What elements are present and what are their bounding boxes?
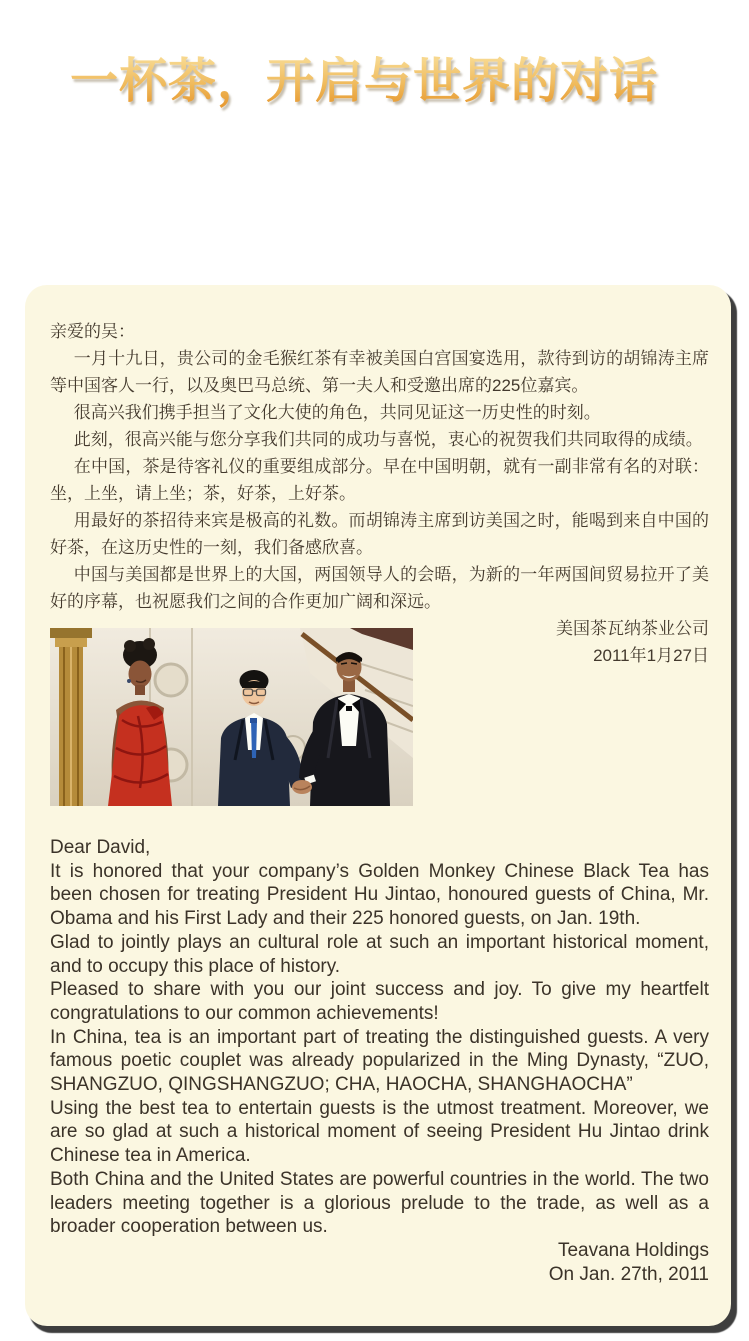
cn-paragraph: 此刻，很高兴能与您分享我们共同的成功与喜悦，衷心的祝贺我们共同取得的成绩。 [73,430,703,449]
cn-paragraph: 中国与美国都是世界上的大国，两国领导人的会晤，为新的一年两国间贸易拉开了美好的序幕，也祝愿我们之间的合作更加广阔和深远。 [50,565,709,611]
en-signature-date: On Jan. 27th, 2011 [548,1263,709,1285]
cn-paragraphs [50,345,709,615]
en-salutation: Dear David, [50,837,151,858]
en-paragraph: In China, tea is an important part of treating the distinguished guests. A very famous poetic couplet was already popularized in the Ming Dynasty, “ZUO, SHANGZUO, QINGSHANGZUO; CHA, HAOCHA, SHANGHAOCHA” [50,1026,709,1096]
letter-card [25,285,731,1326]
english-letter [50,806,709,1286]
cn-paragraph: 一月十九日，贵公司的金毛猴红茶有幸被美国白宫国宴选用，款待到访的胡锦涛主席等中国客人一行，以及奥巴马总统、第一夫人和受邀出席的225位嘉宾。 [50,349,709,395]
state-dinner-photo-illustration [50,628,413,806]
en-paragraph: Glad to jointly plays an cultural role at such an important historical moment, and to occupy this place of history. [50,931,709,977]
chinese-letter [50,318,709,615]
en-signature-company: Teavana Holdings [557,1239,709,1261]
cn-paragraph: 在中国，茶是待客礼仪的重要组成部分。早在中国明朝，就有一副非常有名的对联：坐，上坐，请上坐；茶，好茶，上好茶。 [50,457,709,503]
en-paragraph: Pleased to share with you our joint success and joy. To give my heartfelt congratulations to our common achievements! [50,979,709,1024]
cn-paragraph: 用最好的茶招待来宾是极高的礼数。而胡锦涛主席到访美国之时，能喝到来自中国的好茶，在这历史性的一刻，我们备感欣喜。 [50,511,709,557]
cn-salutation: 亲爱的吴： [50,322,135,341]
en-signature-block [50,1239,709,1286]
state-dinner-photo [50,628,413,806]
en-paragraph: It is honored that your company’s Golden Monkey Chinese Black Tea has been chosen for treating President Hu Jintao, honoured guests of China, Mr. Obama and his First Lady and their 225 honored guests, on Jan. 19th. [50,860,709,930]
cn-signature-date: 2011年1月27日 [593,646,709,665]
en-paragraph: Using the best tea to entertain guests is the utmost treatment. Moreover, we are so glad at such a historical moment of seeing President Hu Jintao drink Chinese tea in America. [50,1097,709,1167]
cn-paragraph: 很高兴我们携手担当了文化大使的角色，共同见证这一历史性的时刻。 [73,403,601,422]
en-paragraph: Both China and the United States are powerful countries in the world. The two leaders meeting together is a glorious prelude to the trade, as well as a broader cooperation between us. [50,1168,709,1238]
cn-signature-company: 美国茶瓦纳茶业公司 [556,619,709,638]
page-title: 一杯茶，开启与世界的对话 [70,55,659,108]
en-paragraphs [50,860,709,1239]
